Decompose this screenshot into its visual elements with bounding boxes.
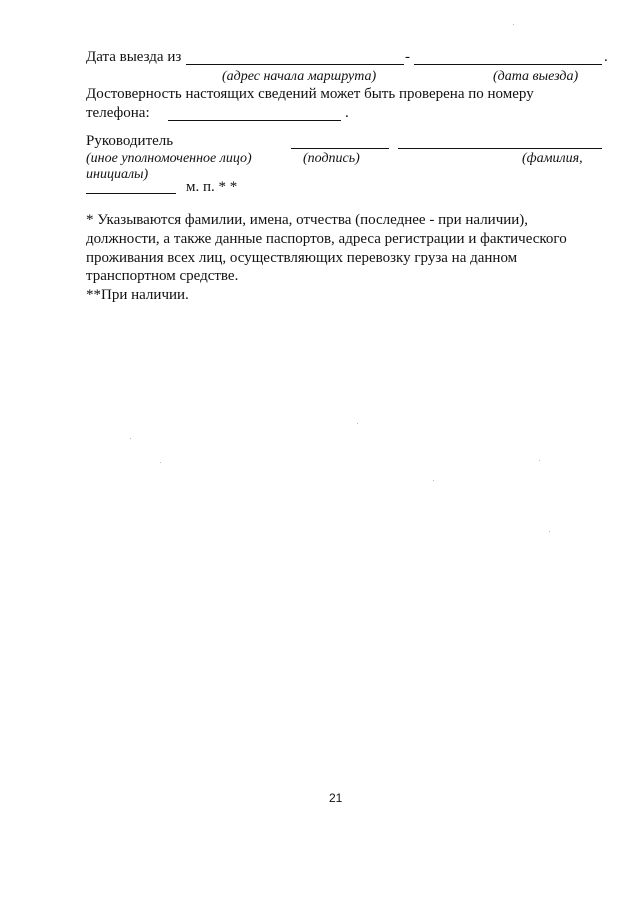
scan-speck [160, 462, 161, 463]
phone-number-field [168, 120, 341, 121]
phone-end-dot: . [345, 105, 349, 121]
departure-label: Дата выезда из [86, 49, 182, 65]
caption-initials: инициалы) [86, 167, 149, 182]
signature-field [291, 148, 389, 149]
verification-text: Достоверность настоящих сведений может быть проверена по номеру [86, 86, 534, 102]
scan-speck [433, 480, 434, 481]
footnote-1-line-4: транспортном средстве. [86, 268, 239, 284]
caption-route-start-address: (адрес начала маршрута) [222, 69, 377, 84]
departure-date-field [414, 64, 602, 65]
footnote-1-line-2: должности, а также данные паспортов, адреса регистрации и фактического [86, 231, 567, 247]
departure-end-dot: . [604, 49, 608, 65]
scan-speck [549, 531, 550, 532]
departure-dash: - [405, 49, 410, 65]
phone-label: телефона: [86, 105, 150, 121]
surname-initials-field [398, 148, 602, 149]
scan-speck [130, 438, 131, 439]
page-number: 21 [329, 791, 343, 805]
scan-speck [357, 423, 358, 424]
route-start-address-field [186, 64, 404, 65]
caption-departure-date: (дата выезда) [493, 69, 579, 84]
caption-surname: (фамилия, [522, 151, 583, 166]
footnote-1-line-3: проживания всех лиц, осуществляющих перевозку груза на данном [86, 250, 518, 266]
stamp-label: м. п. * * [186, 179, 238, 195]
head-label: Руководитель [86, 133, 174, 149]
stamp-line [86, 193, 176, 194]
caption-signature: (подпись) [303, 151, 360, 166]
footnote-2: **При наличии. [86, 287, 189, 303]
footnote-1-line-1: * Указываются фамилии, имена, отчества (последнее - при наличии), [86, 212, 529, 228]
scan-speck [513, 24, 514, 25]
caption-other-authorized-person: (иное уполномоченное лицо) [86, 151, 252, 166]
scan-speck [539, 460, 540, 461]
